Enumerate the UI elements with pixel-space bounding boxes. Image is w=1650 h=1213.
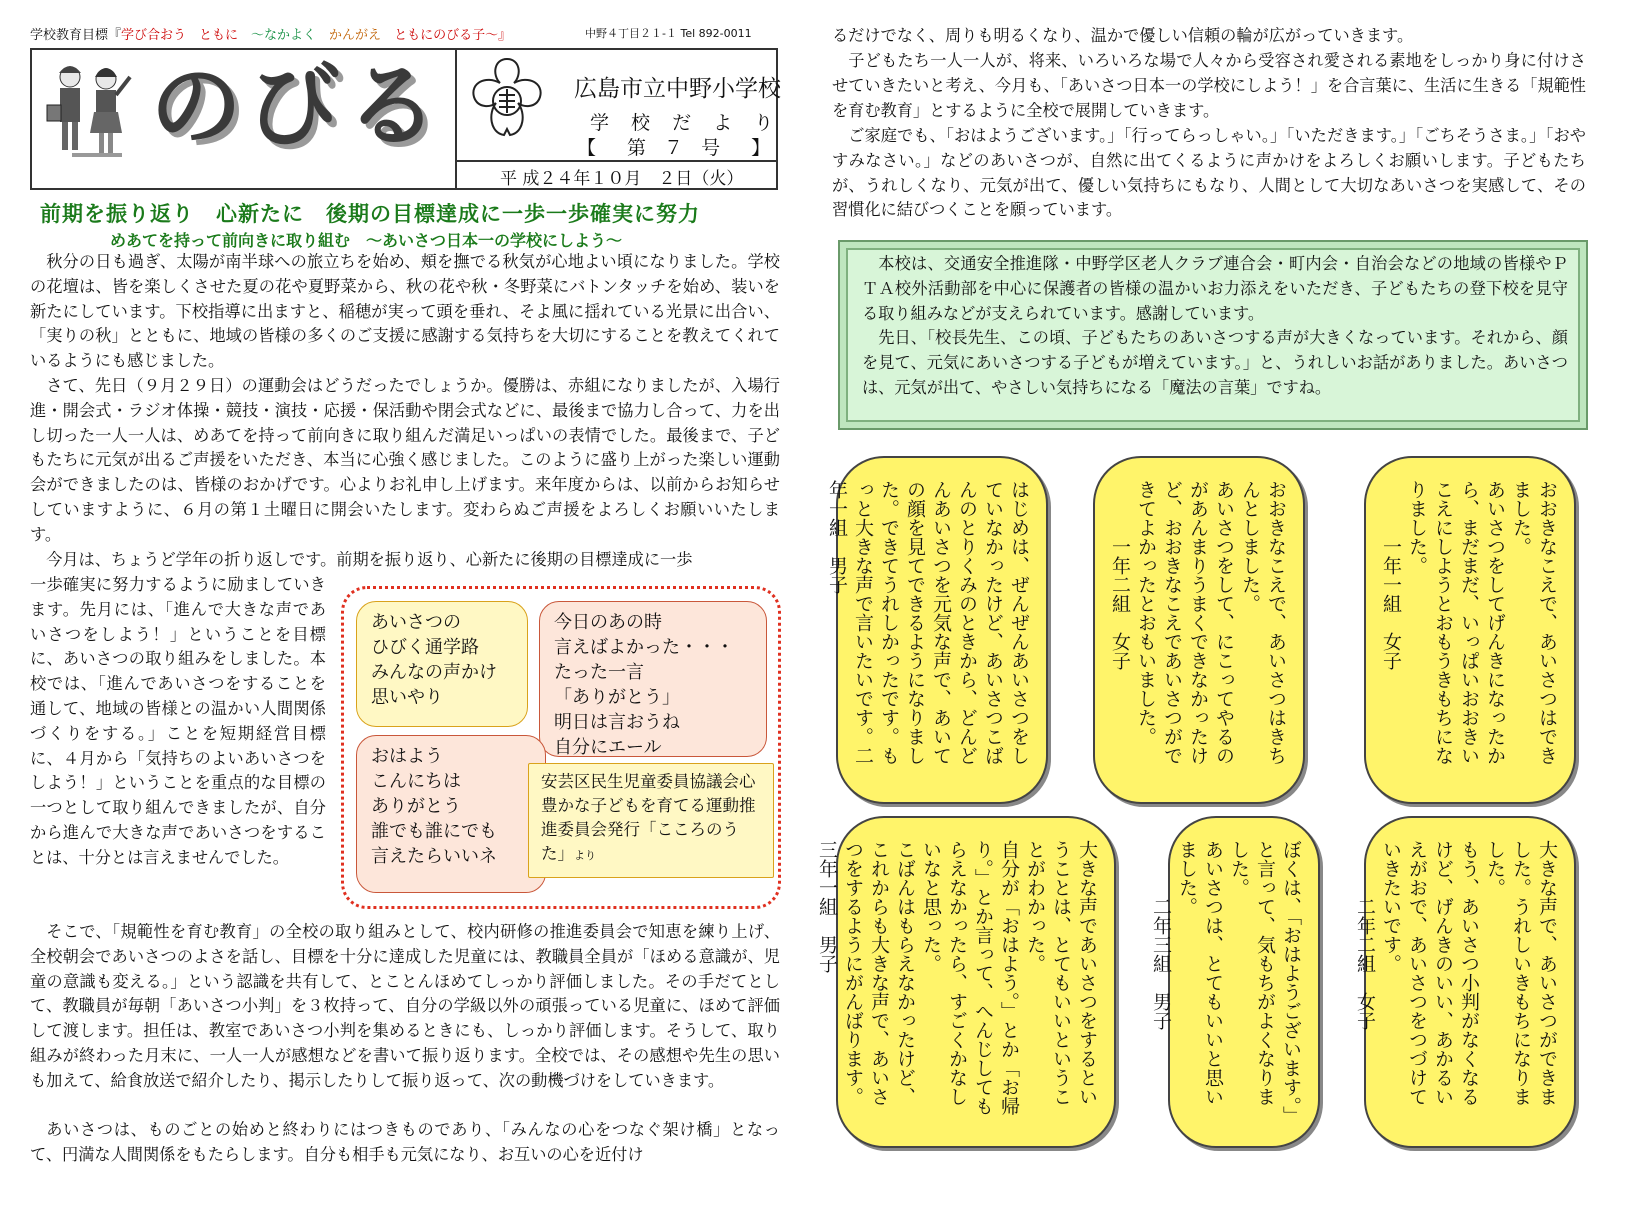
thanks-paragraph: 先日、「校長先生、この頃、子どもたちのあいさつする声が大きくなっています。それから、顔を見て、元気にあいさつする子どもが増えています。」と、うれしいお話がありました。あいさつは、元気が出て、やさしい気持ちになる「魔法の言葉」ですね。	[862, 328, 1568, 397]
students-illustration	[42, 55, 137, 165]
paragraph-greeting-goal: 一歩確実に努力するように励ましていきます。先月には、「進んで大きな声であいさつをしよう！」ということを目標に、あいさつの取り組みをしました。本校では、「進んであいさつをすることを通して、地域の皆様との温かい人間関係づくりをする。」ことを短期経営目標に、４月から「気持ちのよいあいさつをしよう！」ということを重点的な目標の一つとして取り組んできましたが、自分から進んで大きな声であいさつをすることは、十分とは言えませんでした。	[30, 575, 326, 867]
student-card	[826, 456, 1048, 804]
student-card-text: 大きな声で、あいさつができました。うれしいきもちになりました。 もう、あいさつ小判がなくなるけど、げんきのいい、あかるいえがおで、あいさつをつづけていきたいです。 二年二組 女子	[1354, 840, 1558, 1106]
paragraph-sports-day: さて、先日（９月２９日）の運動会はどうだったでしょうか。優勝は、赤組になりましたが、入場行進・開会式・ラジオ体操・競技・演技・応援・保活動や閉会式などに、最後まで協力し合って、力を出し切った一人一人は、めあてを持って前向きに取り組んだ満足いっぱいの表情でした。最後まで、子どもたちに元気が出るご声援をいただき、本当に心強く感じました。このように盛り上がった楽しい運動会ができましたのは、皆様のおかげです。心よりお礼申し上げます。来年度からは、以前からお知らせしていますように、６月の第１土曜日に開会いたします。変わらぬご声援をよろしくお願いいたします。	[30, 376, 780, 544]
school-goal: 学校教育目標『学び合おう ともに ～なかよく かんがえ ともにのびる子～』	[30, 28, 512, 43]
student-card-text: はじめは、ぜんぜんあいさつをしていなかったけど、あいさつこばんのとりくみのときから、どんどんあいさつを元気な声で、あいての顔を見てできるようになりました。できてうれしかったです。もっと大きな声で言いたいです。二年一組 男子	[826, 480, 1030, 765]
paragraph-greeting-bridge-cont: るだけでなく、周りも明るくなり、温かで優しい信頼の輪が広がっていきます。	[832, 26, 1414, 45]
poem-bubble: あいさつの ひびく通学路 みんなの声かけ 思いやり	[356, 601, 528, 727]
school-emblem-icon	[462, 53, 552, 153]
thanks-text	[862, 252, 1568, 401]
student-card-text: ぼくは、「おはようございます。」と言って、気もちがよくなりました。 あいさつは、とてもいいと思いました。 二年三組 男子	[1150, 840, 1302, 1116]
student-card-text: 大きな声であいさつをするということは、とてもいいということがわかった。 自分が「おはよう。」とか「お帰り。」とか言って、へんじしてもらえなかったら、すごくかなしいなと思った。 こばんはもらえなかったけど、これからも大きな声で、あいさつをするようにがんばります。三年一組 男子	[816, 840, 1098, 1116]
poem-source: 安芸区民生児童委員協議会心豊かな子どもを育てる運動推進委員会発行「こころのうた」より	[528, 763, 774, 878]
issue-number: 【 第 ７ 号 】	[577, 137, 777, 159]
paragraph-future: 子どもたち一人一人が、将来、いろいろな場で人々から受容され愛される素地をしっかり身に付けさせていきたいと考え、今月も、「あいさつ日本一の学校にしよう！」を合言葉に、生活に生きる「規範性を育む教育」とするように全校で展開していきます。	[832, 51, 1586, 120]
paragraph-norms-education: そこで、「規範性を育む教育」の全校の取り組みとして、校内研修の推進委員会で知恵を練り上げ、全校朝会であいさつのよさを話し、目標を十分に達成した児童には、教職員全員が「ほめる意識が、児童の意識も変える。」という認識を共有して、とことんほめてしっかり評価しました。その手だてとして、教職員が毎朝「あいさつ小判」を３枚持って、自分の学級以外の頑張っている児童に、ほめて評価して渡します。担任は、教室であいさつ小判を集めるときにも、しっかり評価します。そうして、取り組みが終わった月末に、一人一人が感想などを書いて振り返ります。全校では、その感想や先生の思いも加えて、給食放送で紹介したり、掲示したりして振り返って、次の動機づけをしていきます。	[30, 922, 780, 1090]
poem-bubble: 今日のあの時 言えばよかった・・・ たった一言 「ありがとう」 明日は言おうね 自分にエール	[539, 601, 767, 757]
paragraph-home-request: ご家庭でも、「おはようございます。」「行ってらっしゃい。」「いただきます。」「ごちそうさま。」「おやすみなさい。」などのあいさつが、自然に出てくるように声かけをよろしくお願いします。子どもたちが、うれしくなり、元気が出て、優しい気持ちにもなり、人間として大切なあいさつを実感して、その習慣化に結びつくことを願っています。	[832, 126, 1586, 220]
article-subhead: めあてを持って前向きに取り組む ～あいさつ日本一の学校にしよう～	[110, 231, 623, 250]
student-card	[1150, 816, 1320, 1148]
school-address: 中野４丁目２１-１ Tel 892-0011	[585, 27, 752, 40]
student-card	[816, 816, 1116, 1148]
paragraph-half-year: 今月は、ちょうど学年の折り返しです。前期を振り返り、心新たに後期の目標達成に一歩	[46, 550, 693, 569]
paragraph-greeting-bridge: あいさつは、ものごとの始めと終わりにはつきものであり、「みんなの心をつなぐ架け橋」となって、円満な人間関係をもたらします。自分も相手も元気になり、お互いの心を近付け	[30, 1120, 780, 1164]
student-card	[1364, 456, 1576, 804]
student-card-text: おおきなこえで、あいさつはできました。 あいさつをしてげんきになったから、まだまだ、いっぱいおおきいこえにしようとおもうきもちになりました。 一年一組 女子	[1380, 480, 1558, 765]
newsletter-title: のびる	[150, 52, 445, 160]
student-card	[1093, 456, 1305, 804]
date-divider	[457, 160, 778, 162]
article-headline: 前期を振り返り 心新たに 後期の目標達成に一歩一歩確実に努力	[40, 202, 700, 226]
masthead-divider	[455, 48, 457, 190]
poem-bubble: おはよう こんにちは ありがとう 誰でも誰にでも 言えたらいいネ	[356, 735, 546, 893]
paragraph-autumn: 秋分の日も過ぎ、太陽が南半球への旅立ちを始め、頬を撫でる秋気が心地よい頃になりました。学校の花壇は、皆を楽しくさせた夏の花や夏野菜から、秋の花や秋・冬野菜にバトンタッチを始め、装いを新たにしています。下校指導に出ますと、稲穂が実って頭を垂れ、そよ風に揺れている光景に出合い、「実りの秋」とともに、地域の皆様の多くのご支援に感謝する気持ちを大切にすることを教えてくれているようにも感じました。	[30, 252, 780, 371]
issue-date: 平 成２４年１０月 ２日（火）	[500, 169, 744, 189]
school-name: 広島市立中野小学校	[574, 76, 781, 102]
student-card	[1354, 816, 1576, 1148]
student-card-text: おおきなこえで、あいさつはきちんとしました。 あいさつをして、にこってやるのがあんまりうまくできなかったけど、おおきなこえであいさつができてよかったとおもいました。 一年二組 女子	[1109, 480, 1287, 765]
thanks-paragraph: 本校は、交通安全推進隊・中野学区老人クラブ連合会・町内会・自治会などの地域の皆様やＰＴＡ校外活動部を中心に保護者の皆様の温かいお力添えをいただき、子どもたちの登下校を見守る取り組みなどが支えられています。感謝しています。	[862, 254, 1568, 323]
newsletter-label: 学 校 だ よ り	[590, 112, 782, 134]
